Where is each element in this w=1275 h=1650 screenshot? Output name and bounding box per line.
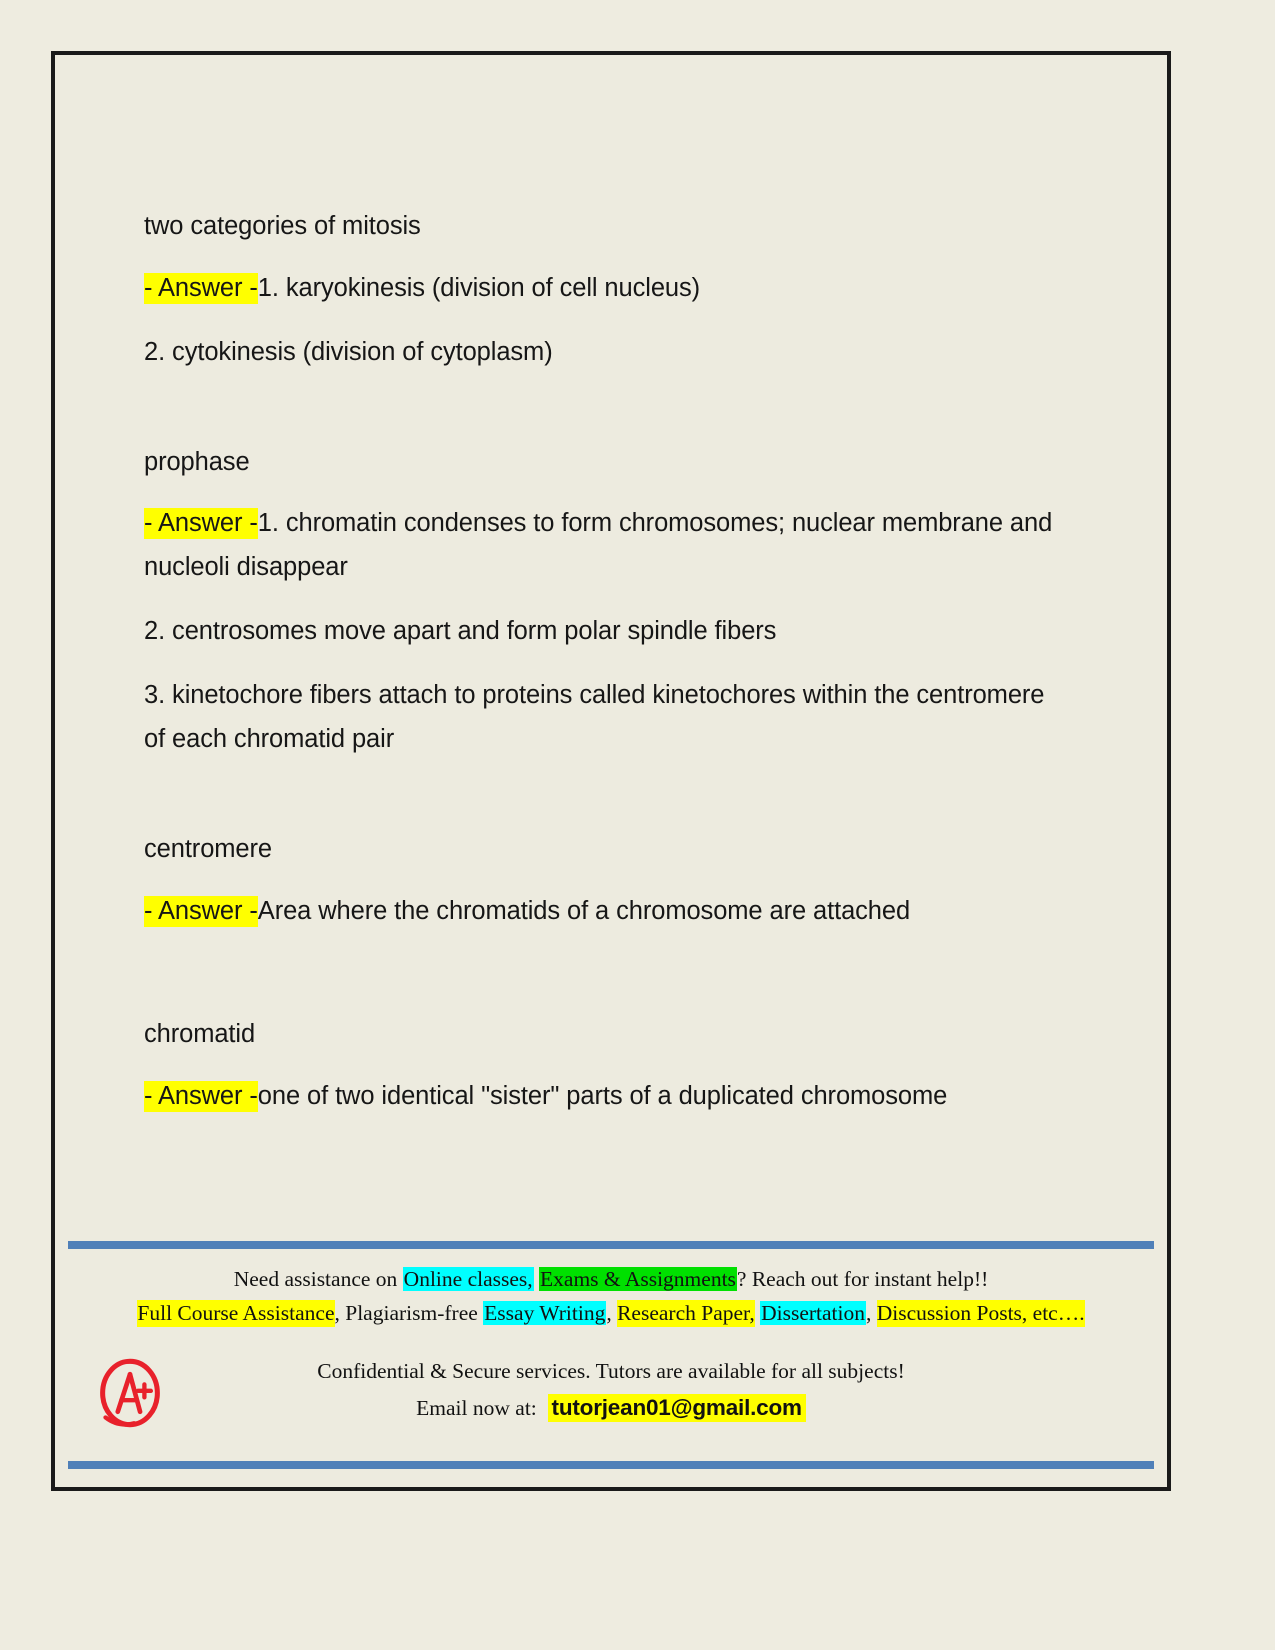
section-spacer <box>144 395 1064 441</box>
footer-line2-plain4: , <box>866 1300 877 1325</box>
footer-dissertation: Dissertation <box>761 1300 865 1325</box>
note-term-3: chromatid <box>144 1020 256 1049</box>
footer-divider-top <box>68 1241 1154 1249</box>
note-term-2: centromere <box>144 834 272 863</box>
footer-contact-row <box>55 1353 1167 1429</box>
note-answer-3 <box>144 1075 1064 1119</box>
answer-text-1: 1. chromatin condenses to form chromosomes; nuclear membrane and nucleoli disappear <box>144 509 1053 582</box>
footer-divider-bottom <box>68 1461 1154 1469</box>
footer-line2-plain2: , <box>606 1300 618 1325</box>
note-extra-0-0: 2. cytokinesis (division of cytoplasm) <box>144 337 553 366</box>
answer-label-1: - Answer - <box>144 509 258 538</box>
document-page <box>51 51 1171 1491</box>
notes-content <box>144 205 1064 1139</box>
note-term-0: two categories of mitosis <box>144 212 421 240</box>
footer-contact-text <box>205 1353 1167 1427</box>
section-spacer <box>144 782 1064 828</box>
footer-line-1 <box>55 1263 1167 1297</box>
footer-email-prefix: Email now at: <box>416 1396 537 1421</box>
section-spacer <box>144 953 1064 1013</box>
answer-label-3: - Answer - <box>144 1082 258 1111</box>
footer-discussion-posts: Discussion Posts, etc…. <box>876 1300 1085 1325</box>
footer-promo-text <box>55 1263 1167 1331</box>
footer-full-course-assistance: Full Course Assistance <box>137 1300 335 1325</box>
answer-label-0: - Answer - <box>144 273 258 302</box>
footer-exams-assignments: Exams & Assignments <box>540 1267 736 1291</box>
footer-research-paper: Research Paper, <box>617 1300 755 1325</box>
logo-container <box>55 1353 205 1429</box>
answer-label-2: - Answer - <box>144 896 258 925</box>
answer-text-2: Area where the chromatids of a chromosome are attached <box>257 896 911 925</box>
note-answer-1 <box>144 502 1064 590</box>
note-answer-2 <box>144 890 1064 934</box>
note-extra-1-1: 3. kinetochore fibers attach to proteins called kinetochores within the centromere of each chromatid pair <box>144 681 1045 753</box>
footer-online-classes: Online classes, <box>403 1267 533 1291</box>
footer-line2-plain1: , Plagiarism-free <box>334 1300 484 1325</box>
footer-line-2 <box>55 1297 1167 1331</box>
promo-footer <box>55 1227 1167 1487</box>
footer-line1-part1: Need assistance on <box>233 1267 403 1291</box>
answer-text-0: 1. karyokinesis (division of cell nucleus) <box>257 273 701 302</box>
footer-essay-writing: Essay Writing <box>484 1300 606 1325</box>
note-extra-1-0: 2. centrosomes move apart and form polar spindle fibers <box>144 617 777 646</box>
a-plus-logo-icon <box>94 1357 166 1429</box>
footer-line1-part2: ? Reach out for instant help!! <box>736 1267 989 1291</box>
footer-tagline: Confidential & Secure services. Tutors are available for all subjects! <box>317 1359 905 1383</box>
note-term-1: prophase <box>144 447 250 476</box>
footer-email-line <box>205 1389 1017 1427</box>
answer-text-3: one of two identical "sister" parts of a duplicated chromosome <box>257 1082 948 1111</box>
note-answer-0 <box>144 267 1064 311</box>
footer-email-address[interactable]: tutorjean01@gmail.com <box>548 1394 806 1422</box>
